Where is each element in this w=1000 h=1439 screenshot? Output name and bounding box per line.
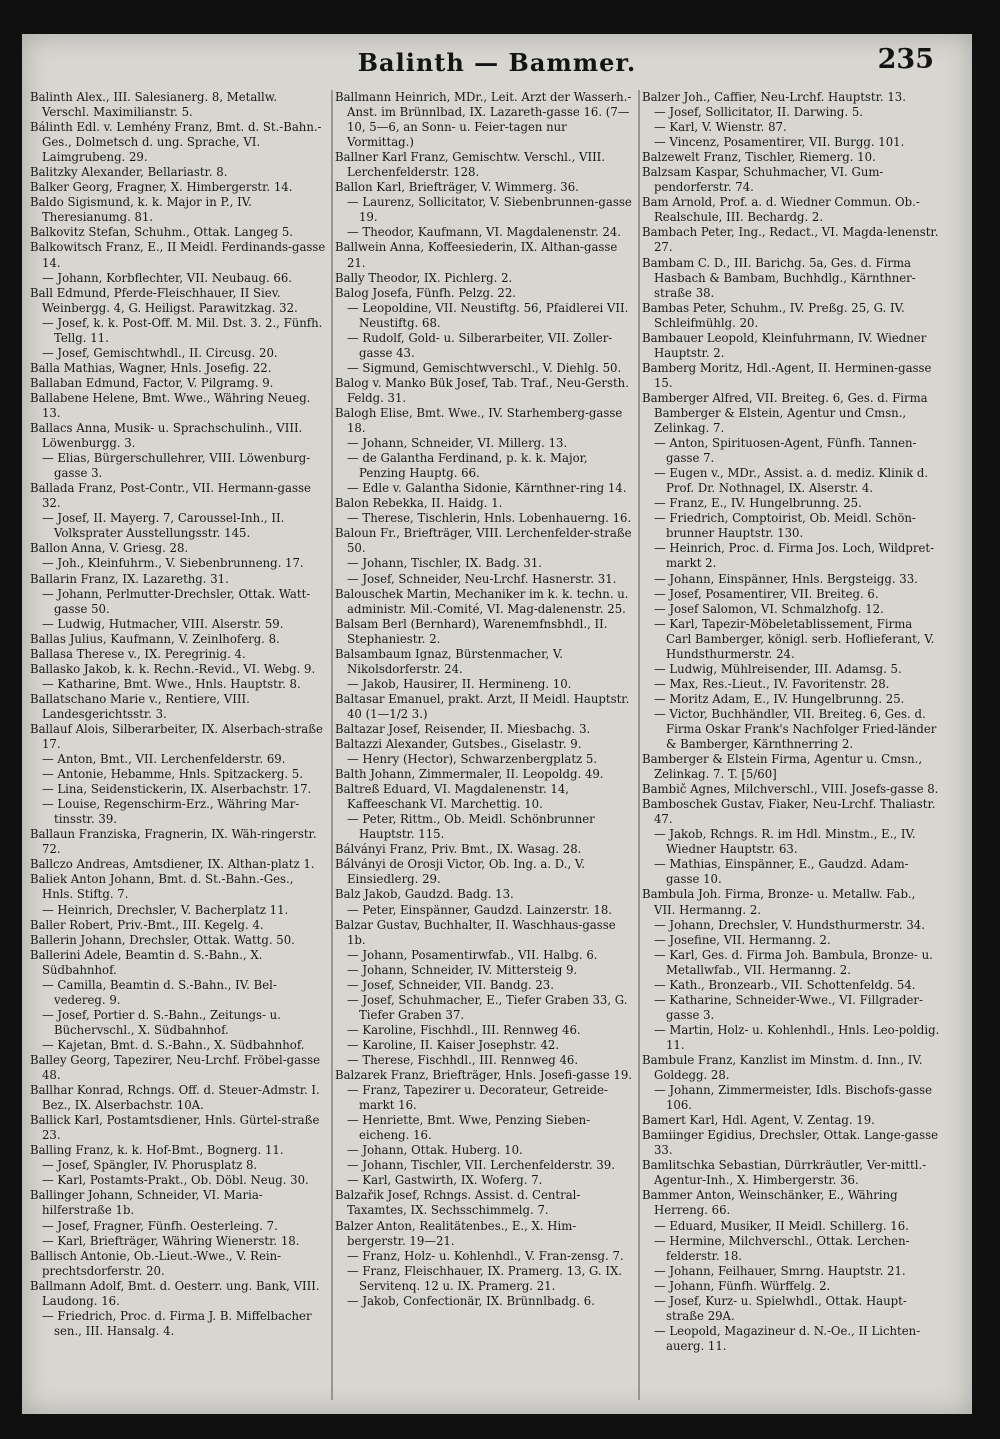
- directory-entry: Bálványi Franz, Priv. Bmt., IX. Wasag. 28.: [335, 842, 582, 857]
- directory-entry: Ballatschano Marie v., Rentiere, VIII. Landesgerichtsstr. 3.: [30, 691, 250, 721]
- directory-entry: Baldo Sigismund, k. k. Major in P., IV. Theresianumg. 81.: [30, 195, 252, 225]
- directory-entry: Balla Mathias, Wagner, Hnls. Josefig. 22.: [30, 360, 272, 375]
- directory-entry: Bambach Peter, Ing., Redact., VI. Magda-lenenstr. 27.: [642, 225, 939, 255]
- directory-entry: Ball Edmund, Pferde-Fleischhauer, II Siev. Weinbergg. 4, G. Heiligst. Parawitzkag. 32.: [30, 285, 298, 315]
- directory-entry: Ballhar Konrad, Rchngs. Off. d. Steuer-Admstr. I. Bez., IX. Alserbachstr. 10A.: [30, 1083, 320, 1113]
- page-number: 235: [877, 44, 934, 75]
- directory-entry: Balley Georg, Tapezirer, Neu-Lrchf. Fröbel-gasse 48.: [30, 1053, 320, 1083]
- directory-entry: Bamberger Alfred, VII. Breiteg. 6, Ges. d. Firma Bamberger & Elstein, Agentur und Cmsn., Zelinkag. 7.: [642, 390, 928, 436]
- directory-entry: Ballabene Helene, Bmt. Wwe., Währing Neueg. 13.: [30, 390, 311, 420]
- directory-entry: — Josef, II. Mayerg. 7, Caroussel-Inh., II. Volksprater Ausstellungsstr. 145.: [42, 511, 285, 541]
- directory-entry: Balkovitz Stefan, Schuhm., Ottak. Langeg 5.: [30, 225, 294, 240]
- directory-entry: — Johann, Schneider, IV. Mittersteig 9.: [347, 962, 578, 977]
- directory-entry: — Karl, Gastwirth, IX. Woferg. 7.: [347, 1173, 543, 1188]
- directory-entry: Balsam Berl (Bernhard), Warenemfnsbhdl., II. Stephaniestr. 2.: [335, 616, 608, 646]
- directory-entry: — Ludwig, Mühlreisender, III. Adamsg. 5.: [654, 661, 902, 676]
- directory-entry: — Ludwig, Hutmacher, VIII. Alserstr. 59.: [42, 616, 284, 631]
- directory-entry: Bamert Karl, Hdl. Agent, V. Zentag. 19.: [642, 1113, 875, 1128]
- directory-entry: — Johann, Korbflechter, VII. Neubaug. 66.: [42, 270, 293, 285]
- directory-entry: Ballerin Johann, Drechsler, Ottak. Wattg. 50.: [30, 932, 295, 947]
- directory-entry: Balogh Elise, Bmt. Wwe., IV. Starhemberg-gasse 18.: [335, 405, 623, 436]
- directory-entry: — Moritz Adam, E., IV. Hungelbrunng. 25.: [654, 691, 905, 706]
- directory-entry: — Rudolf, Gold- u. Silberarbeiter, VII. Zoller-gasse 43.: [347, 330, 613, 360]
- directory-entry: — Mathias, Einspänner, E., Gaudzd. Adam-gasse 10.: [654, 857, 909, 887]
- directory-entry: — Friedrich, Comptoirist, Ob. Meidl. Schön-brunner Hauptstr. 130.: [654, 511, 916, 541]
- directory-entry: Baltreß Eduard, VI. Magdalenenstr. 14, Kaffeeschank VI. Marchettig. 10.: [335, 782, 570, 812]
- directory-entry: Ballmann Adolf, Bmt. d. Oesterr. ung. Bank, VIII. Laudong. 16.: [30, 1278, 320, 1308]
- directory-entry: — Karl, Ges. d. Firma Joh. Bambula, Bronze- u. Metallwfab., VII. Hermanng. 2.: [654, 947, 933, 977]
- directory-entry: Bamlitschka Sebastian, Dürrkräutler, Ver-mittl.-Agentur-Inh., X. Himbergerstr. 36.: [642, 1158, 927, 1188]
- directory-entry: — Josef, Kurz- u. Spielwhdl., Ottak. Haupt-straße 29A.: [654, 1293, 907, 1323]
- directory-entry: — Vincenz, Posamentirer, VII. Burgg. 101.: [654, 135, 905, 150]
- directory-entry: Bam Arnold, Prof. a. d. Wiedner Commun. Ob.-Realschule, III. Bechardg. 2.: [642, 195, 920, 225]
- directory-entry: — Camilla, Beamtin d. S.-Bahn., IV. Bel-vedereg. 9.: [42, 977, 277, 1007]
- directory-entry: Ballon Karl, Briefträger, V. Wimmerg. 36.: [335, 180, 579, 195]
- directory-entry: — Karoline, Fischhdl., III. Rennweg 46.: [347, 1022, 581, 1037]
- directory-entry: Baliek Anton Johann, Bmt. d. St.-Bahn.-Ges., Hnls. Stiftg. 7.: [30, 872, 294, 902]
- directory-entry: — Johann, Fünfh. Würffelg. 2.: [654, 1278, 831, 1293]
- directory-entry: — Franz, Fleischhauer, IX. Pramerg. 13, G. IX. Servitenq. 12 u. IX. Pramerg. 21.: [347, 1263, 623, 1293]
- directory-entry: Balsambaum Ignaz, Bürstenmacher, V. Nikolsdorferstr. 24.: [335, 646, 564, 676]
- directory-entry: — Hermine, Milchverschl., Ottak. Lerchen-felderstr. 18.: [654, 1233, 910, 1263]
- directory-entry: — Antonie, Hebamme, Hnls. Spitzackerg. 5.: [42, 767, 303, 782]
- directory-entry: — Josef, Gemischtwhdl., II. Circusg. 20.: [42, 345, 278, 360]
- directory-entry: Bambauer Leopold, Kleinfuhrmann, IV. Wiedner Hauptstr. 2.: [642, 330, 927, 360]
- directory-entry: Balzsam Kaspar, Schuhmacher, VI. Gum-pendorferstr. 74.: [642, 165, 884, 195]
- directory-entry: — Karl, Briefträger, Währing Wienerstr. 18.: [42, 1233, 300, 1248]
- directory-entry: — Johann, Einspänner, Hnls. Bergsteigg. 33.: [654, 571, 918, 586]
- directory-entry: — Franz, Tapezirer u. Decorateur, Getreide-markt 16.: [347, 1083, 608, 1113]
- directory-entry: Bálinth Edl. v. Lemhény Franz, Bmt. d. St.-Bahn.-Ges., Dolmetsch d. ung. Sprache, VI. Laimgrubeng. 29.: [30, 120, 322, 165]
- directory-entry: — Johann, Schneider, VI. Millerg. 13.: [347, 436, 568, 451]
- directory-entry: Bamberger & Elstein Firma, Agentur u. Cmsn., Zelinkag. 7. T. [5/60]: [642, 752, 923, 782]
- directory-entry: Ballner Karl Franz, Gemischtw. Verschl., VIII. Lerchenfelderstr. 128.: [335, 150, 606, 180]
- directory-entry: Bammer Anton, Weinschänker, E., Währing Herreng. 66.: [642, 1188, 898, 1218]
- directory-entry: — Katharine, Bmt. Wwe., Hnls. Hauptstr. 8.: [42, 676, 301, 691]
- directory-entry: — Heinrich, Drechsler, V. Bacherplatz 11.: [42, 902, 289, 917]
- directory-entry: — Leopold, Magazineur d. N.-Oe., II Lichten-auerg. 11.: [654, 1323, 921, 1353]
- directory-entry: — Franz, E., IV. Hungelbrunng. 25.: [654, 496, 862, 511]
- directory-entry: — de Galantha Ferdinand, p. k. k. Major, Penzing Hauptg. 66.: [347, 451, 588, 481]
- directory-entry: — Johann, Posamentirwfab., VII. Halbg. 6.: [347, 947, 598, 962]
- directory-entry: — Therese, Fischhdl., III. Rennweg 46.: [347, 1053, 579, 1067]
- directory-entry: Bally Theodor, IX. Pichlerg. 2.: [335, 270, 513, 285]
- directory-entry: Balkowitsch Franz, E., II Meidl. Ferdinands-gasse 14.: [30, 240, 326, 270]
- directory-entry: Balouschek Martin, Mechaniker im k. k. techn. u. administr. Mil.-Comité, VI. Mag-dalenenstr. 25.: [335, 586, 629, 616]
- directory-entry: Balzařik Josef, Rchngs. Assist. d. Central-Taxamtes, IX. Sechsschimmelg. 7.: [335, 1188, 581, 1218]
- directory-entry: Balog v. Manko Bük Josef, Tab. Traf., Neu-Gersth. Feldg. 31.: [335, 375, 629, 405]
- directory-entry: Balz Jakob, Gaudzd. Badg. 13.: [335, 887, 514, 902]
- directory-entry: Ballauf Alois, Silberarbeiter, IX. Alserbach-straße 17.: [30, 721, 323, 752]
- directory-entry: — Johann, Drechsler, V. Hundsthurmerstr. 34.: [654, 917, 925, 932]
- directory-entry: — Kajetan, Bmt. d. S.-Bahn., X. Südbahnhof.: [42, 1037, 305, 1052]
- directory-entry: — Johann, Zimmermeister, Idls. Bischofs-gasse 106.: [654, 1083, 933, 1113]
- directory-entry: — Eduard, Musiker, II Meidl. Schillerg. 16.: [654, 1218, 909, 1233]
- directory-entry: Balzarek Franz, Briefträger, Hnls. Josefi-gasse 19.: [335, 1068, 632, 1083]
- directory-entry: Ballwein Anna, Koffeesiederin, IX. Althan-gasse 21.: [335, 240, 618, 270]
- directory-entry: Bambula Joh. Firma, Bronze- u. Metallw. Fab., VII. Hermanng. 2.: [642, 887, 916, 917]
- directory-entry: Baltazzi Alexander, Gutsbes., Giselastr. 9.: [335, 737, 582, 752]
- column-2: [335, 90, 633, 1400]
- directory-entry: — Max, Res.-Lieut., IV. Favoritenstr. 28.: [654, 676, 890, 691]
- directory-entry: — Friedrich, Proc. d. Firma J. B. Miffelbacher sen., III. Hansalg. 4.: [42, 1308, 312, 1338]
- column-3: [642, 90, 940, 1400]
- directory-entry: — Lina, Seidenstickerin, IX. Alserbachstr. 17.: [42, 782, 312, 797]
- directory-entry: Ballerini Adele, Beamtin d. S.-Bahn., X. Südbahnhof.: [30, 947, 263, 977]
- directory-entry: Ballada Franz, Post-Contr., VII. Hermann-gasse 32.: [30, 481, 311, 511]
- directory-entry: Baltazar Josef, Reisender, II. Miesbachg. 3.: [335, 721, 591, 736]
- directory-entry: Balitzky Alexander, Bellariastr. 8.: [30, 165, 228, 180]
- directory-entry: Bambič Agnes, Milchverschl., VIII. Josefs-gasse 8.: [642, 782, 939, 797]
- directory-entry: Ballinger Johann, Schneider, VI. Maria-hilferstraße 1b.: [30, 1188, 263, 1218]
- directory-entry: — Sigmund, Gemischtwverschl., V. Diehlg. 50.: [347, 360, 622, 375]
- directory-entry: — Martin, Holz- u. Kohlenhdl., Hnls. Leo-poldig. 11.: [654, 1022, 940, 1052]
- directory-entry: Balzer Joh., Caffier, Neu-Lrchf. Hauptstr. 13.: [642, 90, 906, 104]
- directory-entry: — Anton, Bmt., VII. Lerchenfelderstr. 69.: [42, 752, 286, 767]
- directory-entry: — Josefine, VII. Hermanng. 2.: [654, 932, 831, 947]
- directory-entry: — Johann, Tischler, IX. Badg. 31.: [347, 556, 542, 571]
- directory-entry: — Karl, V. Wienstr. 87.: [654, 120, 787, 135]
- directory-entry: — Leopoldine, VII. Neustiftg. 56, Pfaidlerei VII. Neustiftg. 68.: [347, 300, 629, 330]
- directory-columns: [30, 90, 954, 1400]
- directory-entry: Baltasar Emanuel, prakt. Arzt, II Meidl. Hauptstr. 40 (1—1/2 3.): [335, 691, 630, 721]
- directory-entry: — Elias, Bürgerschullehrer, VIII. Löwenburg-gasse 3.: [42, 451, 311, 481]
- directory-entry: — Karoline, II. Kaiser Josephstr. 42.: [347, 1037, 560, 1052]
- column-1: [30, 90, 328, 1400]
- directory-entry: — Edle v. Galantha Sidonie, Kärnthner-ring 14.: [347, 481, 627, 496]
- directory-entry: Balog Josefa, Fünfh. Pelzg. 22.: [335, 285, 516, 300]
- directory-entry: — Peter, Rittm., Ob. Meidl. Schönbrunner Hauptstr. 115.: [347, 812, 595, 842]
- directory-entry: — Johann, Ottak. Huberg. 10.: [347, 1143, 523, 1158]
- directory-entry: — Katharine, Schneider-Wwe., VI. Fillgrader-gasse 3.: [654, 992, 923, 1022]
- directory-entry: — Josef, k. k. Post-Off. M. Mil. Dst. 3. 2., Fünfh. Tellg. 11.: [42, 315, 323, 345]
- directory-entry: — Josef, Fragner, Fünfh. Oesterleing. 7.: [42, 1218, 278, 1233]
- directory-entry: — Theodor, Kaufmann, VI. Magdalenenstr. 24.: [347, 225, 622, 240]
- directory-entry: Ballon Anna, V. Griesg. 28.: [30, 541, 189, 556]
- directory-entry: — Josef, Schneider, Neu-Lrchf. Hasnerstr. 31.: [347, 571, 617, 586]
- running-title: Balinth — Bammer.: [357, 48, 637, 77]
- directory-entry: — Karl, Tapezir-Möbeletablissement, Firma Carl Bamberger, königl. serb. Hoflieferant, V. Hundsthurmerstr. 24.: [654, 616, 935, 661]
- directory-entry: — Henry (Hector), Schwarzenbergplatz 5.: [347, 752, 598, 767]
- directory-entry: Bambas Peter, Schuhm., IV. Preßg. 25, G. IV. Schleifmühlg. 20.: [642, 300, 905, 330]
- directory-entry: Ballasko Jakob, k. k. Rechn.-Revid., VI. Webg. 9.: [30, 661, 316, 676]
- directory-entry: Balzewelt Franz, Tischler, Riemerg. 10.: [642, 150, 876, 165]
- directory-entry: Ballaun Franziska, Fragnerin, IX. Wäh-ringerstr. 72.: [30, 827, 317, 857]
- directory-entry: — Henriette, Bmt. Wwe, Penzing Sieben-eicheng. 16.: [347, 1113, 591, 1143]
- directory-entry: Bambule Franz, Kanzlist im Minstm. d. Inn., IV. Goldegg. 28.: [642, 1053, 923, 1083]
- directory-entry: — Peter, Einspänner, Gaudzd. Lainzerstr. 18.: [347, 902, 613, 917]
- directory-entry: Baloun Fr., Briefträger, VIII. Lerchenfelder-straße 50.: [335, 526, 632, 556]
- directory-entry: Bamiinger Egidius, Drechsler, Ottak. Lange-gasse 33.: [642, 1128, 939, 1158]
- directory-entry: — Franz, Holz- u. Kohlenhdl., V. Fran-zensg. 7.: [347, 1248, 624, 1263]
- directory-entry: Ballczo Andreas, Amtsdiener, IX. Althan-platz 1.: [30, 857, 315, 872]
- directory-entry: Balling Franz, k. k. Hof-Bmt., Bognerg. 11.: [30, 1143, 284, 1158]
- directory-entry: — Josef Salomon, VI. Schmalzhofg. 12.: [654, 601, 884, 616]
- directory-entry: — Josef, Spängler, IV. Phorusplatz 8.: [42, 1158, 258, 1173]
- directory-entry: Ballarin Franz, IX. Lazarethg. 31.: [30, 571, 229, 586]
- directory-entry: — Laurenz, Sollicitator, V. Siebenbrunnen-gasse 19.: [347, 195, 632, 225]
- directory-entry: — Therese, Tischlerin, Hnls. Lobenhauerng. 16.: [347, 511, 632, 526]
- directory-entry: — Jakob, Hausirer, II. Hermineng. 10.: [347, 676, 572, 691]
- directory-entry: — Josef, Schneider, VII. Bandg. 23.: [347, 977, 554, 992]
- directory-entry: Ballasa Therese v., IX. Peregrinig. 4.: [30, 646, 246, 661]
- directory-entry: Ballmann Heinrich, MDr., Leit. Arzt der Wasserh.-Anst. im Brünnlbad, IX. Lazareth-gasse 16. (7—10, 5—6, an Sonn- u. Feier-tagen nur Vormittag.): [335, 90, 632, 150]
- directory-entry: Bamboschek Gustav, Fiaker, Neu-Lrchf. Thaliastr. 47.: [642, 797, 936, 827]
- directory-entry: Bálványi de Orosji Victor, Ob. Ing. a. D., V. Einsiedlerg. 29.: [335, 857, 585, 887]
- directory-entry: — Joh., Kleinfuhrm., V. Siebenbrunneng. 17.: [42, 556, 304, 571]
- directory-entry: — Jakob, Confectionär, IX. Brünnlbadg. 6.: [347, 1293, 595, 1308]
- directory-entry: Balzer Anton, Realitätenbes., E., X. Him-bergerstr. 19—21.: [335, 1218, 577, 1248]
- directory-entry: — Johann, Feilhauer, Smrng. Hauptstr. 21.: [654, 1263, 906, 1278]
- directory-entry: Ballick Karl, Postamtsdiener, Hnls. Gürtel-straße 23.: [30, 1113, 320, 1143]
- directory-entry: Bamberg Moritz, Hdl.-Agent, II. Herminen-gasse 15.: [642, 360, 932, 390]
- directory-entry: Balon Rebekka, II. Haidg. 1.: [335, 496, 503, 511]
- directory-entry: — Kath., Bronzearb., VII. Schottenfeldg. 54.: [654, 977, 916, 992]
- directory-entry: — Josef, Posamentirer, VII. Breiteg. 6.: [654, 586, 879, 601]
- directory-entry: Ballaban Edmund, Factor, V. Pilgramg. 9.: [30, 375, 274, 390]
- directory-entry: Ballisch Antonie, Ob.-Lieut.-Wwe., V. Rein-prechtsdorferstr. 20.: [30, 1248, 282, 1278]
- directory-entry: — Josef, Schuhmacher, E., Tiefer Graben 33, G. Tiefer Graben 37.: [347, 992, 628, 1022]
- directory-entry: — Heinrich, Proc. d. Firma Jos. Loch, Wildpret-markt 2.: [654, 541, 935, 571]
- directory-entry: — Jakob, Rchngs. R. im Hdl. Minstm., E., IV. Wiedner Hauptstr. 63.: [654, 827, 916, 857]
- directory-entry: Balinth Alex., III. Salesianerg. 8, Metallw. Verschl. Maximilianstr. 5.: [30, 90, 278, 120]
- directory-entry: — Johann, Tischler, VII. Lerchenfelderstr. 39.: [347, 1158, 615, 1173]
- directory-entry: Balker Georg, Fragner, X. Himbergerstr. 14.: [30, 180, 293, 195]
- directory-page: [22, 34, 972, 1414]
- directory-entry: Balth Johann, Zimmermaler, II. Leopoldg. 49.: [335, 767, 604, 782]
- directory-entry: — Anton, Spirituosen-Agent, Fünfh. Tannen-gasse 7.: [654, 436, 917, 466]
- directory-entry: — Johann, Perlmutter-Drechsler, Ottak. Watt-gasse 50.: [42, 586, 311, 616]
- page-header: [22, 34, 972, 92]
- directory-entry: Baller Robert, Priv.-Bmt., III. Kegelg. 4.: [30, 917, 264, 932]
- directory-entry: — Louise, Regenschirm-Erz., Währing Mar-tinsstr. 39.: [42, 797, 300, 827]
- directory-entry: — Karl, Postamts-Prakt., Ob. Döbl. Neug. 30.: [42, 1173, 309, 1188]
- directory-entry: — Eugen v., MDr., Assist. a. d. mediz. Klinik d. Prof. Dr. Nothnagel, IX. Alserstr. 4.: [654, 466, 929, 496]
- directory-entry: — Josef, Portier d. S.-Bahn., Zeitungs- u. Büchervschl., X. Südbahnhof.: [42, 1007, 281, 1037]
- directory-entry: Ballacs Anna, Musik- u. Sprachschulinh., VIII. Löwenburgg. 3.: [30, 421, 303, 451]
- directory-entry: Bambam C. D., III. Barichg. 5a, Ges. d. Firma Hasbach & Bambam, Buchhdlg., Kärnthner-straße 38.: [642, 255, 916, 300]
- directory-entry: — Victor, Buchhändler, VII. Breiteg. 6, Ges. d. Firma Oskar Frank's Nachfolger Fried-länder & Bamberger, Kärnthnerring 2.: [654, 706, 937, 752]
- directory-entry: — Josef, Sollicitator, II. Darwing. 5.: [654, 105, 863, 120]
- directory-entry: Balzar Gustav, Buchhalter, II. Waschhaus-gasse 1b.: [335, 917, 616, 947]
- directory-entry: Ballas Julius, Kaufmann, V. Zeinlhoferg. 8.: [30, 631, 280, 646]
